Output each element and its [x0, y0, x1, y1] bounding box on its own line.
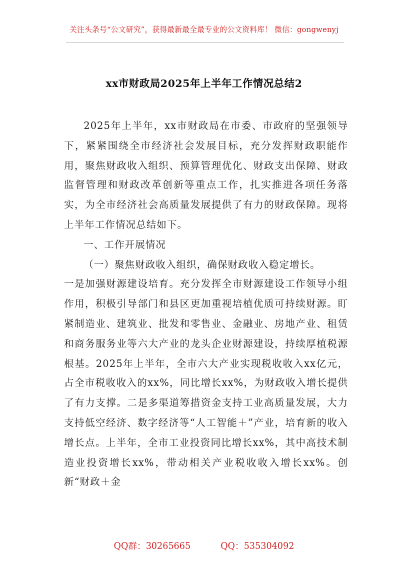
document-title: xx市财政局2025年上半年工作情况总结2: [105, 78, 303, 90]
header-divider: [66, 42, 344, 43]
subsection-heading: （一）聚焦财政收入组织，确保财政收入稳定增长。: [83, 259, 321, 271]
section-heading: 一、工作开展情况: [83, 239, 166, 251]
document-body: [64, 117, 348, 493]
qq-group-number: 30265665: [145, 542, 191, 552]
qq-label: QQ：: [220, 542, 244, 552]
header-banner: [0, 24, 408, 35]
footer-contact: [0, 539, 408, 552]
qq-group-label: QQ群：: [113, 542, 146, 552]
paragraph-detail: 一是加强财源建设培育。充分发挥全市财源建设工作领导小组作用，积极引导部门和县区更加重视培植优质可持续财源。盯紧制造业、建筑业、批发和零售业、金融业、房地产业、租赁和商务服务业等六大产业的龙头企业财源建设，持续厚植税源根基。2025年上半年，全市六大产业实现税收收入xx亿元，占全市税收收入的xx%，同比增长xx%，为财政收入增长提供了有力支撑。二是多渠道筹措资金支持工业高质量发展，大力支持低空经济、数字经济等“人工智能＋”产业，培育新的收入增长点。上半年，全市工业投资同比增长xx%，其中高技术制造业投资增长xx%，带动相关产业税收收入增长xx%。创新“财政＋金: [64, 279, 348, 489]
header-banner-text: 关注头条号“公文研究”，获得最新最全最专业的公文资料库！ 微信：gongwenyj: [69, 25, 339, 34]
paragraph-intro: 2025年上半年，xx市财政局在市委、市政府的坚强领导下，紧紧围绕全市经济社会发展目标，充分发挥财政职能作用，聚焦财政收入组织、预算管理优化、财政支出保障、财政监督管理和财政改革创新等重点工作，扎实推进各项任务落实，为全市经济社会高质量发展提供了有力的财政保障。现将上半年工作情况总结如下。: [64, 121, 348, 231]
qq-number: 535304092: [243, 542, 295, 552]
